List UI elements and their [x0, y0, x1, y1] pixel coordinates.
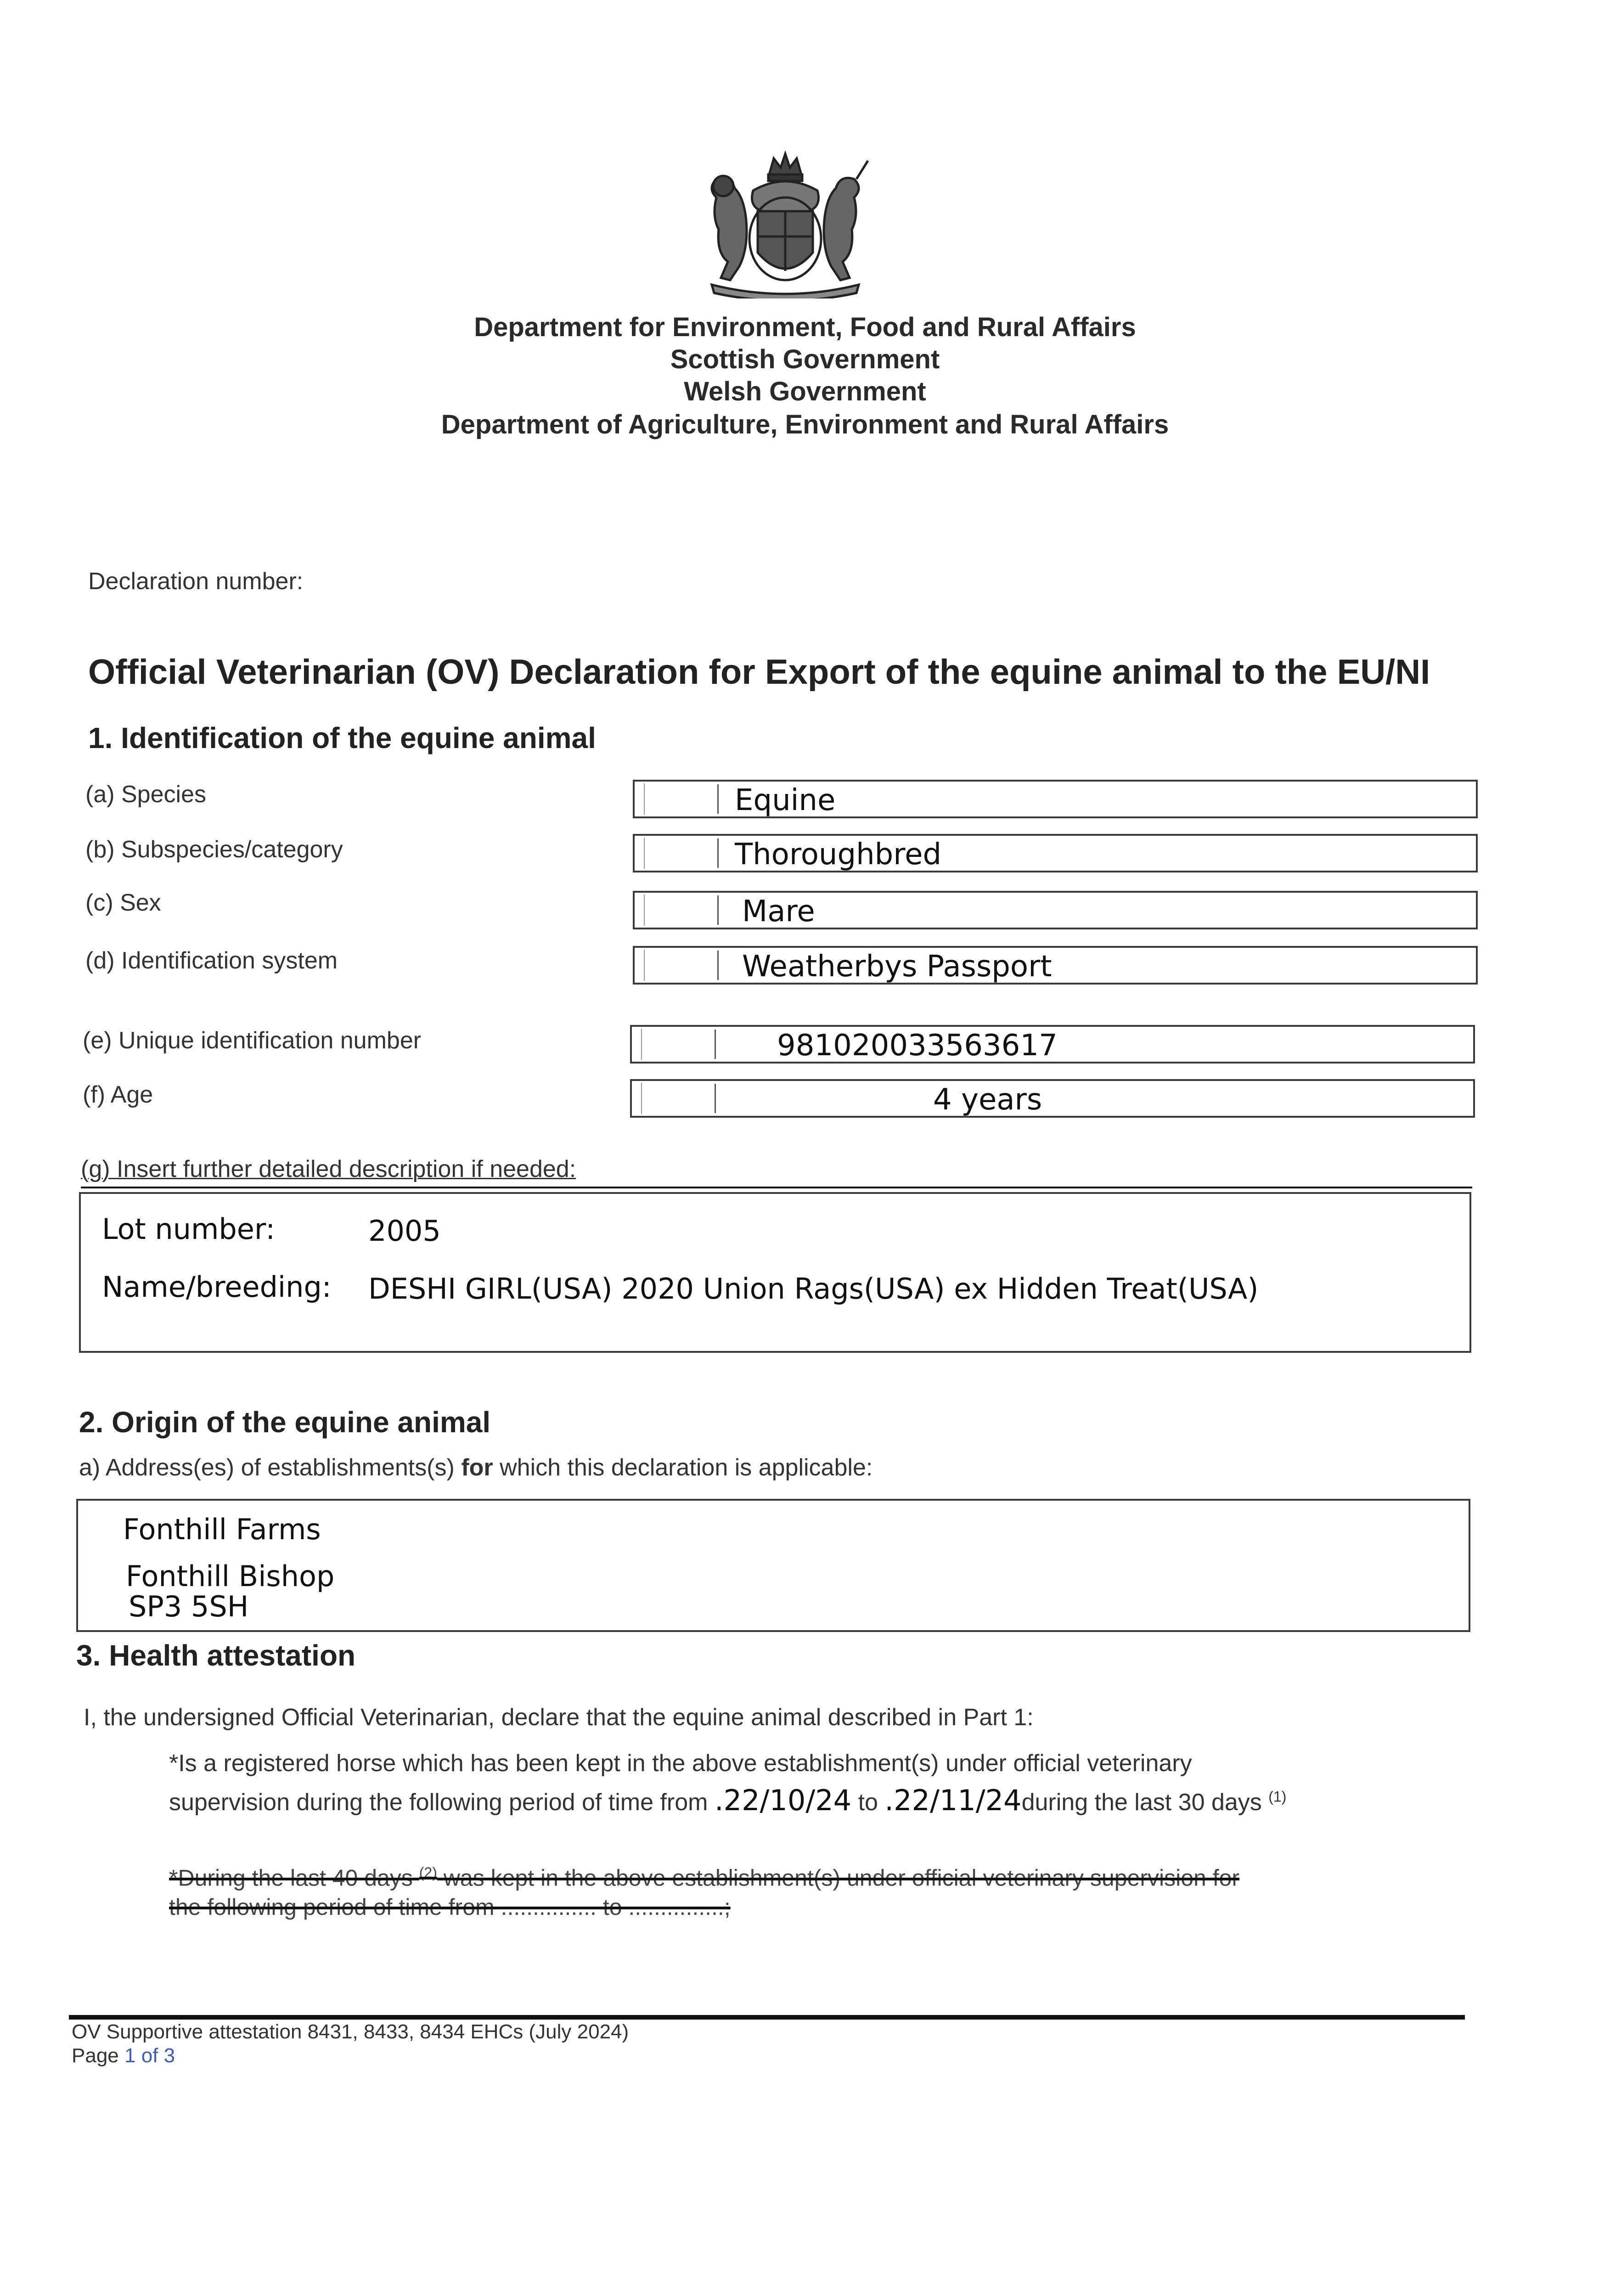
field-species [633, 780, 1478, 818]
address-label-post: which this declaration is applicable: [500, 1454, 873, 1481]
divider [81, 1187, 1472, 1188]
field-value-sex: Mare [742, 895, 815, 929]
field-label-age: (f) Age [83, 1081, 153, 1108]
field-value-age: 4 years [933, 1083, 1042, 1117]
field-label-species: (a) Species [85, 781, 206, 808]
field-identification-system [633, 946, 1478, 985]
section-3-heading: 3. Health attestation [76, 1639, 356, 1672]
address-line: Fonthill Bishop [126, 1559, 335, 1593]
further-description-box [79, 1192, 1471, 1353]
attestation-intro: I, the undersigned Official Veterinarian, declare that the equine animal described in Part 1: [84, 1704, 1034, 1731]
name-breeding-label: Name/breeding: [102, 1270, 332, 1304]
declaration-number-label: Declaration number: [88, 568, 304, 595]
field-subspecies [633, 834, 1478, 872]
of-word: of [141, 2044, 158, 2067]
clause-1-text: supervision during the following period of time from [169, 1789, 708, 1816]
coat-of-arms-emblem [684, 147, 886, 298]
department-line: Department for Environment, Food and Rural Affairs [474, 312, 1136, 342]
field-value-identification-system: Weatherbys Passport [742, 950, 1052, 984]
to-word: to [858, 1789, 878, 1816]
field-label-sex: (c) Sex [85, 889, 161, 916]
clause-2-text: *During the last 40 days [169, 1865, 413, 1891]
further-description-label: (g) Insert further detailed description if needed: [81, 1156, 576, 1182]
page-current: 1 [124, 2044, 136, 2067]
address-label-bold: for [461, 1454, 493, 1481]
clause-1-line-1: *Is a registered horse which has been kept in the above establishment(s) under official veterinary [169, 1750, 1192, 1777]
footer-page-number [72, 2044, 175, 2067]
clause-1-text-end: during the last 30 days [1021, 1789, 1262, 1816]
address-line: Fonthill Farms [123, 1513, 321, 1546]
section-1-heading: 1. Identification of the equine animal [88, 721, 596, 754]
clause-2-line-1 [169, 1864, 1239, 1891]
department-line: Scottish Government [670, 344, 940, 374]
field-label-identification-system: (d) Identification system [85, 947, 338, 974]
page-total: 3 [163, 2044, 175, 2067]
department-line: Welsh Government [684, 377, 926, 406]
clause-2-line-2: the following period of time from ............... to ...............; [169, 1894, 731, 1920]
address-label [79, 1454, 873, 1481]
field-label-uid: (e) Unique identification number [83, 1027, 422, 1054]
date-from: .22/10/24 [714, 1784, 852, 1817]
page-title: Official Veterinarian (OV) Declaration for Export of the equine animal to the EU/NI [88, 653, 1430, 692]
field-value-subspecies: Thoroughbred [735, 838, 942, 872]
address-label-pre: a) Address(es) of establishments(s) [79, 1454, 455, 1481]
field-sex [633, 891, 1478, 929]
field-value-species: Equine [735, 783, 836, 817]
date-to: .22/11/24 [884, 1784, 1022, 1817]
department-line: Department of Agriculture, Environment and Rural Affairs [441, 410, 1169, 439]
field-age [630, 1079, 1475, 1118]
lot-number-value: 2005 [368, 1214, 441, 1248]
address-line: SP3 5SH [129, 1590, 249, 1623]
field-uid [630, 1025, 1475, 1064]
page-word: Page [72, 2044, 119, 2067]
footnote-2: (2) [419, 1864, 437, 1881]
lot-number-label: Lot number: [102, 1212, 276, 1246]
address-box [76, 1499, 1470, 1632]
footer-attestation: OV Supportive attestation 8431, 8433, 8434 EHCs (July 2024) [72, 2020, 629, 2043]
footer-divider [69, 2015, 1465, 2020]
clause-2-text-end: was kept in the above establishment(s) under official veterinary supervision for [443, 1865, 1240, 1891]
field-label-subspecies: (b) Subspecies/category [85, 836, 343, 863]
clause-1-line-2 [169, 1784, 1286, 1817]
section-2-heading: 2. Origin of the equine animal [79, 1406, 491, 1439]
footnote-1: (1) [1268, 1788, 1287, 1805]
name-breeding-value: DESHI GIRL(USA) 2020 Union Rags(USA) ex Hidden Treat(USA) [368, 1272, 1259, 1306]
field-value-uid: 981020033563617 [777, 1029, 1058, 1063]
